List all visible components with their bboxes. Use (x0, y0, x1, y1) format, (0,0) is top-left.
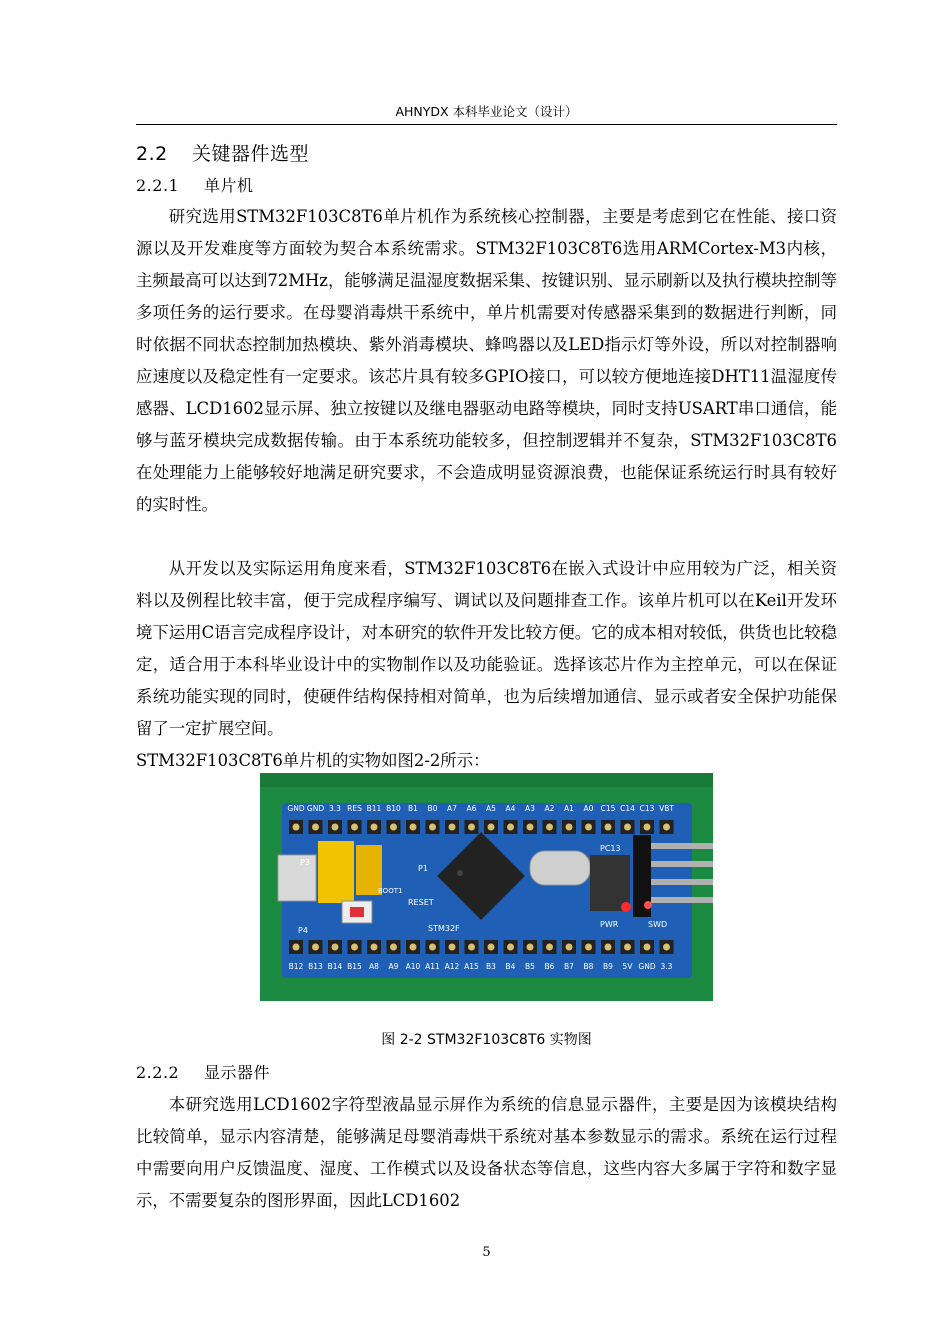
top-pin-label: B11 (366, 804, 382, 813)
top-pin-contact (488, 824, 495, 831)
top-pin-label: A3 (525, 804, 535, 813)
subsection-number: 2.2.2 (136, 1063, 180, 1082)
power-led (621, 902, 631, 912)
bottom-pin-label: B6 (544, 962, 555, 971)
stm32-board-illustration (260, 773, 713, 1001)
bottom-pin-contact (546, 944, 553, 951)
header-rule (136, 124, 837, 125)
top-pin-label: A1 (564, 804, 574, 813)
micro-usb-connector (278, 855, 316, 901)
bottom-pin-contact (410, 944, 417, 951)
subsection-title: 显示器件 (204, 1063, 271, 1082)
boot1-label: BOOT1 (378, 887, 403, 895)
bottom-pin-contact (351, 944, 358, 951)
bottom-pin-label: A9 (388, 962, 399, 971)
bottom-pin-label: 5V (622, 962, 633, 971)
top-pin-contact (293, 824, 300, 831)
top-pin-contact (332, 824, 339, 831)
top-pin-label: VBT (659, 804, 674, 813)
bottom-pin-label: B14 (327, 962, 343, 971)
top-pin-label: A5 (486, 804, 496, 813)
crystal-oscillator (530, 851, 590, 885)
top-pin-contact (468, 824, 475, 831)
subsection-heading-mcu (136, 174, 254, 198)
paragraph-mcu-1: 研究选用STM32F103C8T6单片机作为系统核心控制器，主要是考虑到它在性能、接口资源以及开发难度等方面较为契合本系统需求。STM32F103C8T6选用ARMCortex-M3内核，主频最高可以达到72MHz，能够满足温湿度数据采集、按键识别、显示刷新以及执行模块控制等多项任务的运行要求。在母婴消毒烘干系统中，单片机需要对传感器采集到的数据进行判断，同时依据不同状态控制加热模块、紫外消毒模块、蜂鸣器以及LED指示灯等外设，所以对控制器响应速度以及稳定性有一定要求。该芯片具有较多GPIO接口，可以较方便地连接DHT11温湿度传感器、LCD1602显示屏、独立按键以及继电器驱动电路等模块，同时支持USART串口通信，能够与蓝牙模块完成数据传输。由于本系统功能较多，但控制逻辑并不复杂，STM32F103C8T6在处理能力上能够较好地满足研究要求，不会造成明显资源浪费，也能保证系统运行时具有较好的实时性。 (136, 207, 837, 514)
top-pin-contact (527, 824, 534, 831)
reset-label: RESET (408, 898, 434, 907)
figure-reference-line: STM32F103C8T6单片机的实物如图2-2所示： (136, 751, 490, 770)
paragraph-display-1: 本研究选用LCD1602字符型液晶显示屏作为系统的信息显示器件，主要是因为该模块结构比较简单，显示内容清楚，能够满足母婴消毒烘干系统对基本参数显示的需求。系统在运行过程中需要向用户反馈温度、湿度、工作模式以及设备状态等信息，这些内容大多属于字符和数字显示，不需要复杂的图形界面，因此LCD1602 (136, 1095, 837, 1210)
bottom-pin-contact (644, 944, 651, 951)
bottom-pin-contact (488, 944, 495, 951)
bottom-pin-contact (390, 944, 397, 951)
bottom-pin-contact (429, 944, 436, 951)
bottom-pin-label: B3 (486, 962, 496, 971)
subsection-title: 单片机 (204, 176, 254, 195)
bottom-pin-contact (663, 944, 670, 951)
reset-button-cap (350, 907, 364, 917)
bottom-pin-label: 3.3 (660, 962, 673, 971)
top-pin-contact (546, 824, 553, 831)
bottom-pin-contact (468, 944, 475, 951)
bottom-pin-label: GND (638, 962, 656, 971)
page-number: 5 (482, 1245, 491, 1260)
top-pin-label: B1 (408, 804, 418, 813)
pwr-label: PWR (600, 920, 619, 929)
top-pin-contact (663, 824, 670, 831)
top-pin-label: A6 (466, 804, 477, 813)
top-pin-contact (371, 824, 378, 831)
top-pin-label: 3.3 (329, 804, 341, 813)
bottom-pin-contact (312, 944, 319, 951)
chip-pin1-dot (457, 870, 463, 876)
bottom-pin-label: B8 (583, 962, 594, 971)
top-pin-label: A0 (583, 804, 594, 813)
boot-jumper-1 (318, 841, 354, 903)
section-title: 关键器件选型 (192, 143, 310, 165)
top-pin-contact (390, 824, 397, 831)
p4-label: P4 (298, 926, 308, 935)
bottom-pin-label: B7 (564, 962, 574, 971)
top-pin-contact (644, 824, 651, 831)
top-pin-label: GND (287, 804, 305, 813)
bottom-pin-label: A12 (444, 962, 460, 971)
top-pin-contact (312, 824, 319, 831)
brand-label: STM32F (428, 924, 460, 933)
top-pin-label: A7 (447, 804, 457, 813)
top-pin-contact (429, 824, 436, 831)
subsection-heading-display (136, 1061, 270, 1085)
top-pin-contact (410, 824, 417, 831)
top-pin-contact (624, 824, 631, 831)
top-pin-contact (605, 824, 612, 831)
bottom-pin-label: A11 (425, 962, 440, 971)
section-heading (136, 141, 309, 167)
bottom-pin-label: A8 (369, 962, 379, 971)
bottom-pin-contact (566, 944, 573, 951)
section-number: 2.2 (136, 143, 168, 165)
bottom-pin-label: A15 (464, 962, 479, 971)
top-pin-label: B10 (386, 804, 401, 813)
top-pin-contact (449, 824, 456, 831)
paragraph-mcu-2: 从开发以及实际运用角度来看，STM32F103C8T6在嵌入式设计中应用较为广泛，相关资料以及例程比较丰富，便于完成程序编写、调试以及问题排查工作。该单片机可以在Keil开发环境下运用C语言完成程序设计，对本研究的软件开发比较方便。它的成本相对较低，供货也比较稳定，适合用于本科毕业设计中的实物制作以及功能验证。选择该芯片作为主控单元，可以在保证系统功能实现的同时，使硬件结构保持相对简单，也为后续增加通信、显示或者安全保护功能保留了一定扩展空间。 (136, 559, 837, 738)
pcb-edge (260, 773, 713, 787)
bottom-pin-contact (449, 944, 456, 951)
bottom-pin-contact (371, 944, 378, 951)
bottom-pin-label: B4 (505, 962, 516, 971)
top-pin-label: C15 (600, 804, 616, 813)
top-pin-label: C14 (620, 804, 635, 813)
board-photo (260, 773, 713, 1001)
top-pin-label: A2 (544, 804, 555, 813)
top-pin-label: B0 (427, 804, 438, 813)
p1-label: P1 (418, 864, 428, 873)
status-led (644, 901, 652, 909)
bottom-pin-label: B9 (603, 962, 613, 971)
bottom-pin-contact (507, 944, 514, 951)
bottom-pin-label: B5 (525, 962, 535, 971)
bottom-pin-contact (527, 944, 534, 951)
swd-label: SWD (648, 920, 668, 929)
bottom-pin-contact (332, 944, 339, 951)
top-pin-contact (351, 824, 358, 831)
bottom-pin-contact (605, 944, 612, 951)
pc13-label: PC13 (600, 844, 621, 853)
bottom-pin-label: B13 (308, 962, 323, 971)
figure-caption: 图 2-2 STM32F103C8T6 实物图 (381, 1032, 592, 1048)
top-pin-label: GND (306, 804, 325, 813)
top-pin-contact (507, 824, 514, 831)
bottom-pin-contact (624, 944, 631, 951)
top-pin-contact (585, 824, 592, 831)
subsection-number: 2.2.1 (136, 176, 180, 195)
bottom-pin-contact (293, 944, 300, 951)
bottom-pin-label: B15 (347, 962, 362, 971)
top-pin-label: A4 (505, 804, 516, 813)
bottom-pin-label: A10 (405, 962, 421, 971)
top-pin-contact (566, 824, 573, 831)
p3-label: P3 (300, 858, 310, 867)
bottom-pin-label: B12 (288, 962, 304, 971)
top-pin-label: RES (347, 804, 362, 813)
running-header: AHNYDX 本科毕业论文（设计） (395, 104, 578, 119)
bottom-pin-contact (585, 944, 592, 951)
top-pin-label: C13 (639, 804, 655, 813)
